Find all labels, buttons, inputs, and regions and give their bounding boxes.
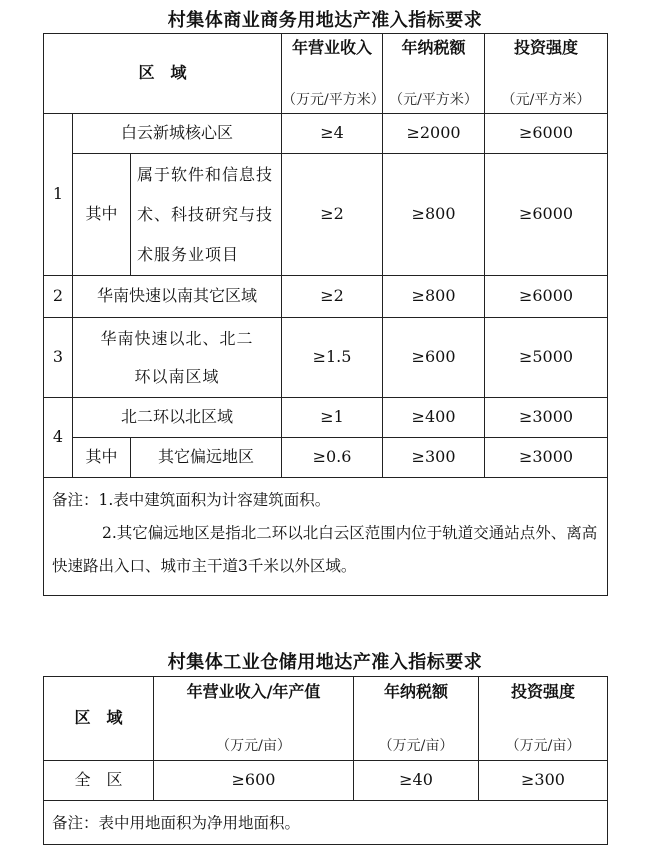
table-row bbox=[44, 438, 608, 478]
revenue-value: ≥600 bbox=[154, 761, 354, 801]
note-line-1: 备注：表中用地面积为净用地面积。 bbox=[52, 813, 301, 832]
region-name: 属于软件和信息技术、科技研究与技术服务业项目 bbox=[131, 154, 282, 276]
investment-value: ≥6000 bbox=[485, 276, 608, 318]
investment-header-label: 投资强度 bbox=[510, 681, 575, 701]
table-row bbox=[44, 318, 608, 398]
header-row bbox=[44, 677, 608, 761]
investment-value: ≥6000 bbox=[485, 114, 608, 154]
header-row bbox=[44, 34, 608, 114]
region-name: 白云新城核心区 bbox=[73, 114, 282, 154]
region-name: 华南快速以南其它区域 bbox=[73, 276, 282, 318]
table-row bbox=[44, 154, 608, 276]
tax-value: ≥800 bbox=[383, 276, 485, 318]
investment-header bbox=[485, 34, 608, 114]
row-number: 4 bbox=[44, 398, 73, 478]
note-line-1: 备注：1.表中建筑面积为计容建筑面积。 bbox=[52, 491, 331, 509]
revenue-header bbox=[154, 677, 354, 761]
revenue-value: ≥4 bbox=[282, 114, 383, 154]
tax-value: ≥600 bbox=[383, 318, 485, 398]
investment-value: ≥6000 bbox=[485, 154, 608, 276]
tax-header-unit: （元/平方米） bbox=[389, 92, 478, 109]
region-header-label: 区 域 bbox=[74, 708, 123, 728]
tax-header-label: 年纳税额 bbox=[401, 37, 466, 57]
region-header bbox=[44, 34, 282, 114]
investment-value: ≥3000 bbox=[485, 438, 608, 478]
table1-title: 村集体商业商务用地达产准入指标要求 bbox=[167, 10, 483, 31]
investment-header bbox=[479, 677, 608, 761]
investment-value: ≥5000 bbox=[485, 318, 608, 398]
notes-row bbox=[44, 478, 608, 596]
investment-value: ≥3000 bbox=[485, 398, 608, 438]
investment-header-unit: （万元/亩） bbox=[505, 738, 581, 755]
revenue-value: ≥1 bbox=[282, 398, 383, 438]
table-row bbox=[44, 398, 608, 438]
tax-value: ≥800 bbox=[383, 154, 485, 276]
tax-value: ≥2000 bbox=[383, 114, 485, 154]
table-row bbox=[44, 114, 608, 154]
sub-label: 其中 bbox=[73, 438, 131, 478]
revenue-header-unit: （万元/平方米） bbox=[282, 92, 385, 109]
region-name: 其它偏远地区 bbox=[131, 438, 282, 478]
investment-value: ≥300 bbox=[479, 761, 608, 801]
tax-header bbox=[383, 34, 485, 114]
sub-label: 其中 bbox=[73, 154, 131, 276]
row-number: 1 bbox=[44, 114, 73, 276]
revenue-header bbox=[282, 34, 383, 114]
region-name: 全 区 bbox=[44, 761, 154, 801]
notes-cell bbox=[44, 801, 608, 845]
revenue-value: ≥0.6 bbox=[282, 438, 383, 478]
revenue-header-label: 年营业收入 bbox=[292, 37, 373, 57]
region-name: 华南快速以北、北二环以南区域 bbox=[73, 318, 282, 398]
revenue-header-label: 年营业收入/年产值 bbox=[186, 681, 321, 701]
region-header-label: 区 域 bbox=[138, 63, 187, 83]
table-row bbox=[44, 761, 608, 801]
tax-header-label: 年纳税额 bbox=[383, 681, 448, 701]
notes-row bbox=[44, 801, 608, 845]
table2-title: 村集体工业仓储用地达产准入指标要求 bbox=[167, 652, 483, 673]
region-name: 北二环以北区域 bbox=[73, 398, 282, 438]
investment-header-unit: （元/平方米） bbox=[501, 92, 591, 109]
commercial-land-table bbox=[43, 33, 608, 596]
revenue-value: ≥1.5 bbox=[282, 318, 383, 398]
tax-value: ≥400 bbox=[383, 398, 485, 438]
row-number: 3 bbox=[44, 318, 73, 398]
tax-value: ≥300 bbox=[383, 438, 485, 478]
row-number: 2 bbox=[44, 276, 73, 318]
revenue-header-unit: （万元/亩） bbox=[216, 738, 291, 755]
investment-header-label: 投资强度 bbox=[514, 37, 579, 57]
region-header bbox=[44, 677, 154, 761]
industrial-land-table bbox=[43, 676, 608, 845]
tax-header bbox=[354, 677, 479, 761]
tax-value: ≥40 bbox=[354, 761, 479, 801]
revenue-value: ≥2 bbox=[282, 276, 383, 318]
tax-header-unit: （万元/亩） bbox=[378, 738, 454, 755]
revenue-value: ≥2 bbox=[282, 154, 383, 276]
notes-cell bbox=[44, 478, 608, 596]
note-line-2: 2.其它偏远地区是指北二环以北白云区范围内位于轨道交通站点外、离高快速路出入口、城市主干道3千米以外区域。 bbox=[52, 524, 598, 575]
table-row bbox=[44, 276, 608, 318]
